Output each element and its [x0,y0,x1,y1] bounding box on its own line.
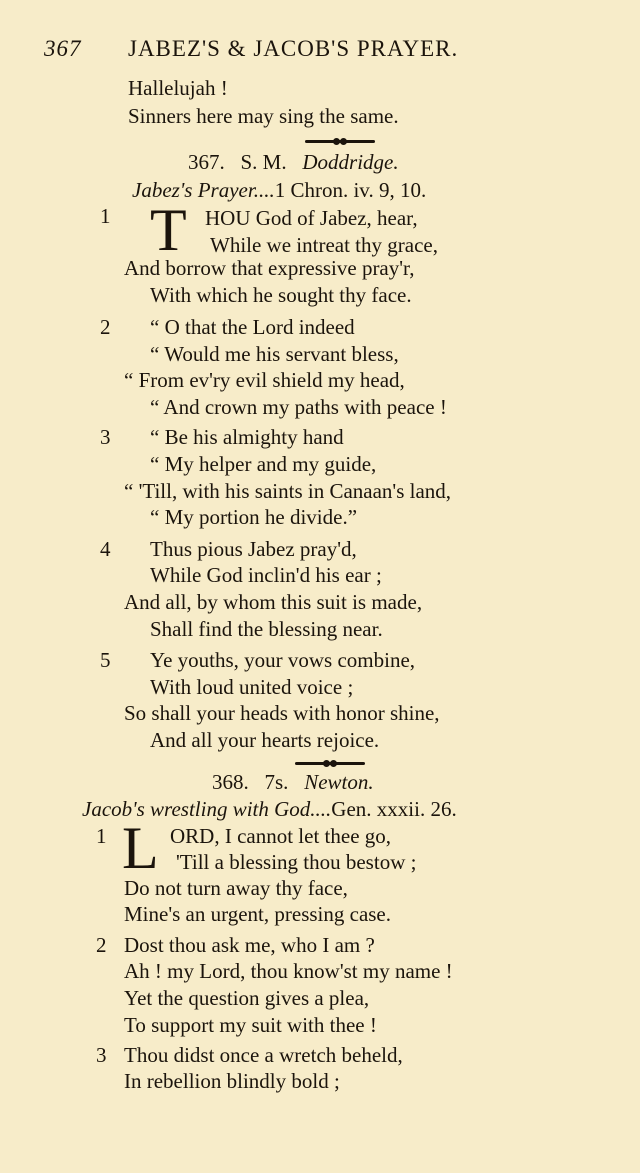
verse-line: So shall your heads with honor shine, [124,701,440,725]
hymn-368-heading [212,770,374,795]
page-title: JABEZ'S & JACOB'S PRAYER. [128,36,459,61]
hymn-meter: 7s. [264,770,289,794]
verse-line: HOU God of Jabez, hear, [205,206,418,230]
hymn-author: Newton. [304,770,374,794]
verse-line: “ My portion he divide.” [150,505,358,529]
verse-line: “ Be his almighty hand [150,425,344,449]
hymn-subtitle-ref: 1 Chron. iv. 9, 10. [274,178,427,202]
verse-line: Thus pious Jabez pray'd, [150,537,357,561]
verse-line: “ O that the Lord indeed [150,315,355,339]
drop-cap: T [150,197,187,263]
verse-line: Yet the question gives a plea, [124,986,370,1010]
hymn-meter: S. M. [240,150,287,174]
hymn-367-heading [188,150,399,175]
verse-line: Do not turn away thy face, [124,876,348,900]
stanza-number: 1 [100,204,111,228]
hymn-subtitle-title: Jabez's Prayer.... [132,178,275,202]
verse-line: With which he sought thy face. [150,283,412,307]
verse-line: ORD, I cannot let thee go, [170,824,392,848]
hymn-subtitle-title: Jacob's wrestling with God.... [82,797,332,821]
hymn-number: 368. [212,770,249,794]
stanza-number: 1 [96,824,107,848]
stanza-number: 4 [100,537,111,561]
hymn-author: Doddridge. [302,150,399,174]
verse-line: And all, by whom this suit is made, [124,590,423,614]
verse-line: “ My helper and my guide, [150,452,377,476]
verse-line: 'Till a blessing thou bestow ; [176,850,417,874]
page-number: 367 [44,36,82,61]
verse-line: Shall find the blessing near. [150,617,383,641]
verse-line: “ And crown my paths with peace ! [150,395,447,419]
hymn-subtitle-ref: Gen. xxxii. 26. [331,797,457,821]
stanza-number: 5 [100,648,111,672]
verse-line: And all your hearts rejoice. [150,728,380,752]
drop-cap: L [122,815,159,881]
verse-line: “ 'Till, with his saints in Canaan's land, [124,479,452,503]
verse-line: Ah ! my Lord, thou know'st my name ! [124,959,453,983]
verse-line: Thou didst once a wretch beheld, [124,1043,403,1067]
verse-line: While we intreat thy grace, [210,233,438,257]
verse-line: Ye youths, your vows combine, [150,648,416,672]
verse-line: Mine's an urgent, pressing case. [124,902,392,926]
verse-line: In rebellion blindly bold ; [124,1069,340,1093]
verse-line: With loud united voice ; [150,675,354,699]
verse-line: “ Would me his servant bless, [150,342,399,366]
stanza-number: 3 [96,1043,107,1067]
stanza-number: 2 [100,315,111,339]
verse-line: Dost thou ask me, who I am ? [124,933,375,957]
stanza-number: 2 [96,933,107,957]
prev-line-1: Hallelujah ! [128,76,228,100]
section-divider [295,762,365,765]
verse-line: “ From ev'ry evil shield my head, [124,368,405,392]
verse-line: While God inclin'd his ear ; [150,563,382,587]
hymn-number: 367. [188,150,225,174]
stanza-number: 3 [100,425,111,449]
verse-line: And borrow that expressive pray'r, [124,256,415,280]
section-divider [305,140,375,143]
prev-line-2: Sinners here may sing the same. [128,104,399,128]
verse-line: To support my suit with thee ! [124,1013,377,1037]
